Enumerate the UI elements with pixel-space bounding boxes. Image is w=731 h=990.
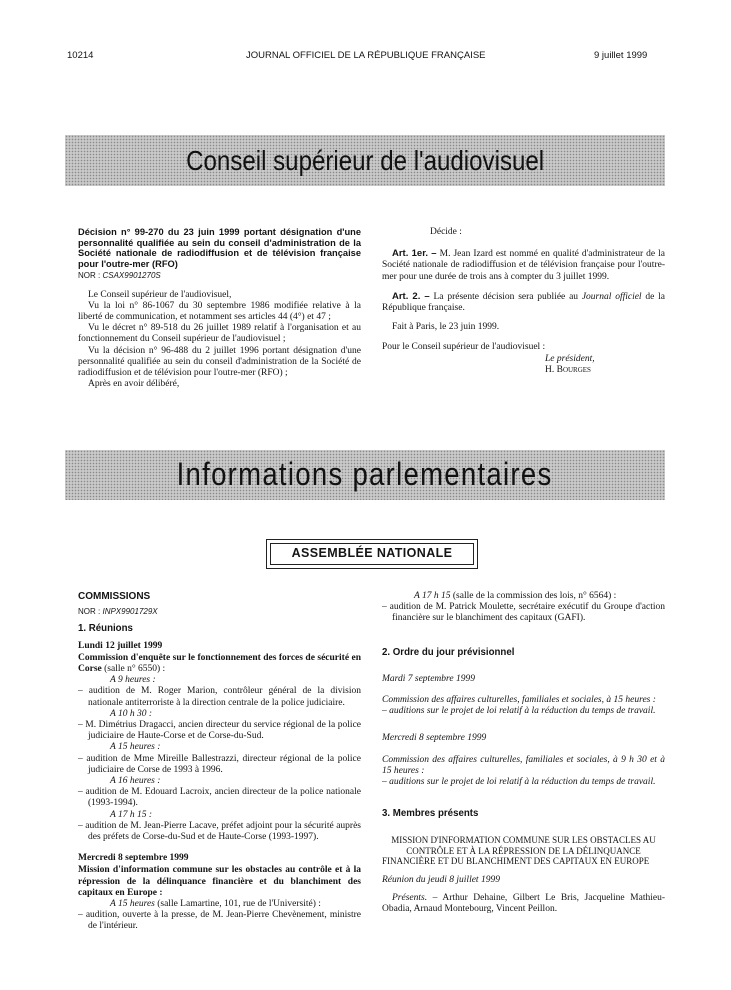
time-15h-lamartine: A 15 heures (salle Lamartine, 101, rue de l'Université) : bbox=[110, 899, 321, 910]
date-mercredi: Mercredi 8 septembre 1999 bbox=[78, 853, 189, 864]
commission-affaires-culturelles: Commission des affaires culturelles, familiales et sociales, à 15 heures : bbox=[382, 695, 656, 706]
commission-affaires-culturelles: Commission des affaires culturelles, familiales et sociales, à 9 h 30 et à 15 heures : bbox=[382, 754, 665, 776]
signature: H. Bourges bbox=[545, 364, 591, 375]
time-16h: A 16 heures : bbox=[110, 776, 161, 787]
mission-caps-title: MISSION D'INFORMATION COMMUNE SUR LES OBSTACLES AU CONTRÔLE ET À LA RÉPRESSION DE LA DÉLINQUANCE FINANCIÈRE ET DU BLANCHIMENT DES CAPITAUX EN EUROPE bbox=[382, 835, 656, 867]
audition-item: – audition de Mme Mireille Ballestrazzi, directeur régional de la police judiciaire de Corse de 1993 à 1996. bbox=[78, 753, 361, 775]
info-banner-title: Informations parlementaires bbox=[177, 456, 553, 493]
page-number: 10214 bbox=[67, 50, 94, 61]
decision-nor: NOR : CSAX9901270S bbox=[78, 271, 161, 281]
commission-enquete: Commission d'enquête sur le fonctionnement des forces de sécurité en Corse (salle n° 6550) : bbox=[78, 652, 361, 675]
audition-item: – M. Dimétrius Dragacci, ancien directeur du service régional de la police judiciaire de Haute-Corse et de Corse-du-Sud. bbox=[78, 720, 361, 742]
time-15h: A 15 heures : bbox=[110, 742, 161, 753]
audition-item: – audition de M. Roger Marion, contrôleur général de la division nationale antiterroriste à la direction centrale de la police judiciaire. bbox=[78, 686, 361, 708]
decision-para: Vu le décret n° 89-518 du 26 juillet 1989 relatif à l'organisation et au fonctionnement du Conseil supérieur de l'audiovisuel ; bbox=[78, 323, 361, 345]
article-1: Art. 1er. – M. Jean Izard est nommé en qualité d'administrateur de la Société nationale de radiodiffusion et de télévision française pour l'outre-mer pour une durée de trois ans à compter du 3 juillet 1999. bbox=[382, 248, 666, 282]
section-reunions: 1. Réunions bbox=[78, 623, 133, 635]
csa-decision-left bbox=[78, 227, 361, 390]
mission-title: Mission d'information commune sur les obstacles au contrôle et à la répression de la délinquance financière et du blanchiment des capitaux en Europe : bbox=[78, 865, 361, 898]
pour-le-conseil: Pour le Conseil supérieur de l'audiovisuel : bbox=[382, 342, 546, 353]
decision-para: Vu la loi n° 86-1067 du 30 septembre 1986 modifiée relative à la liberté de communication, et notamment ses articles 44 (4°) et 47 ; bbox=[78, 300, 361, 322]
auditions-rtt: – auditions sur le projet de loi relatif à la réduction du temps de travail. bbox=[382, 777, 656, 788]
info-right-column bbox=[382, 591, 665, 916]
audition-item: – audition de M. Patrick Moulette, secrétaire exécutif du Groupe d'action financière sur le blanchiment des capitaux (GAFI). bbox=[382, 602, 665, 624]
journal-title: JOURNAL OFFICIEL DE LA RÉPUBLIQUE FRANÇAISE bbox=[246, 50, 486, 61]
presents-list: Présents. – Arthur Dehaine, Gilbert Le Bris, Jacqueline Mathieu-Obadia, Arnaud Montebourg, Vincent Peillon. bbox=[382, 893, 666, 915]
auditions-rtt: – auditions sur le projet de loi relatif à la réduction du temps de travail. bbox=[382, 706, 656, 717]
csa-banner bbox=[65, 135, 665, 186]
fait-a-paris: Fait à Paris, le 23 juin 1999. bbox=[392, 322, 500, 333]
date-mercredi-8: Mercredi 8 septembre 1999 bbox=[382, 733, 487, 744]
section-membres-presents: 3. Membres présents bbox=[382, 808, 479, 820]
decision-title: Décision n° 99-270 du 23 juin 1999 portant désignation d'une personnalité qualifiée au sein du conseil d'administration de la Société nationale de radiodiffusion et de télévision française pour l'outre-mer (RFO) bbox=[78, 227, 361, 269]
decision-para: Le Conseil supérieur de l'audiovisuel, bbox=[88, 289, 232, 300]
info-banner bbox=[65, 450, 665, 500]
time-9h: A 9 heures : bbox=[110, 675, 156, 686]
assemblee-nationale-label: ASSEMBLÉE NATIONALE bbox=[291, 546, 453, 561]
decision-para: Vu la décision n° 96-488 du 2 juillet 1996 portant désignation d'une personnalité qualifiée au sein du conseil d'administration de la Société de radiodiffusion et de télévision pour l'outre-mer (RFO) ; bbox=[78, 345, 361, 378]
header-date: 9 juillet 1999 bbox=[594, 50, 648, 61]
audition-item: – audition, ouverte à la presse, de M. Jean-Pierre Chevènement, ministre de l'intérieur. bbox=[78, 910, 361, 932]
audition-item: – audition de M. Jean-Pierre Lacave, préfet adjoint pour la sécurité auprès des préfets de Corse-du-Sud et de Haute-Corse (1993-1997). bbox=[78, 820, 361, 843]
reunion-date: Réunion du jeudi 8 juillet 1999 bbox=[382, 874, 500, 885]
commissions-nor: NOR : INPX9901729X bbox=[78, 607, 158, 617]
time-10h30: A 10 h 30 : bbox=[110, 708, 153, 719]
time-17h15-lois: A 17 h 15 (salle de la commission des lois, n° 6564) : bbox=[414, 591, 617, 601]
csa-banner-title: Conseil supérieur de l'audiovisuel bbox=[185, 144, 544, 176]
date-lundi: Lundi 12 juillet 1999 bbox=[78, 640, 163, 651]
assemblee-nationale-box bbox=[266, 539, 478, 569]
president-title: Le président, bbox=[545, 353, 595, 364]
time-17h15: A 17 h 15 : bbox=[110, 809, 153, 820]
commissions-heading: COMMISSIONS bbox=[78, 591, 151, 602]
info-left-column bbox=[78, 591, 361, 933]
decide: Décide : bbox=[430, 227, 462, 237]
section-ordre-du-jour: 2. Ordre du jour prévisionnel bbox=[382, 646, 515, 658]
article-2: Art. 2. – La présente décision sera publiée au Journal officiel de la République française. bbox=[382, 290, 665, 314]
date-mardi: Mardi 7 septembre 1999 bbox=[382, 673, 475, 684]
audition-item: – audition de M. Edouard Lacroix, ancien directeur de la police nationale (1993-1994). bbox=[78, 787, 361, 809]
decision-para: Après en avoir délibéré, bbox=[88, 379, 180, 390]
csa-decision-right bbox=[382, 227, 665, 376]
